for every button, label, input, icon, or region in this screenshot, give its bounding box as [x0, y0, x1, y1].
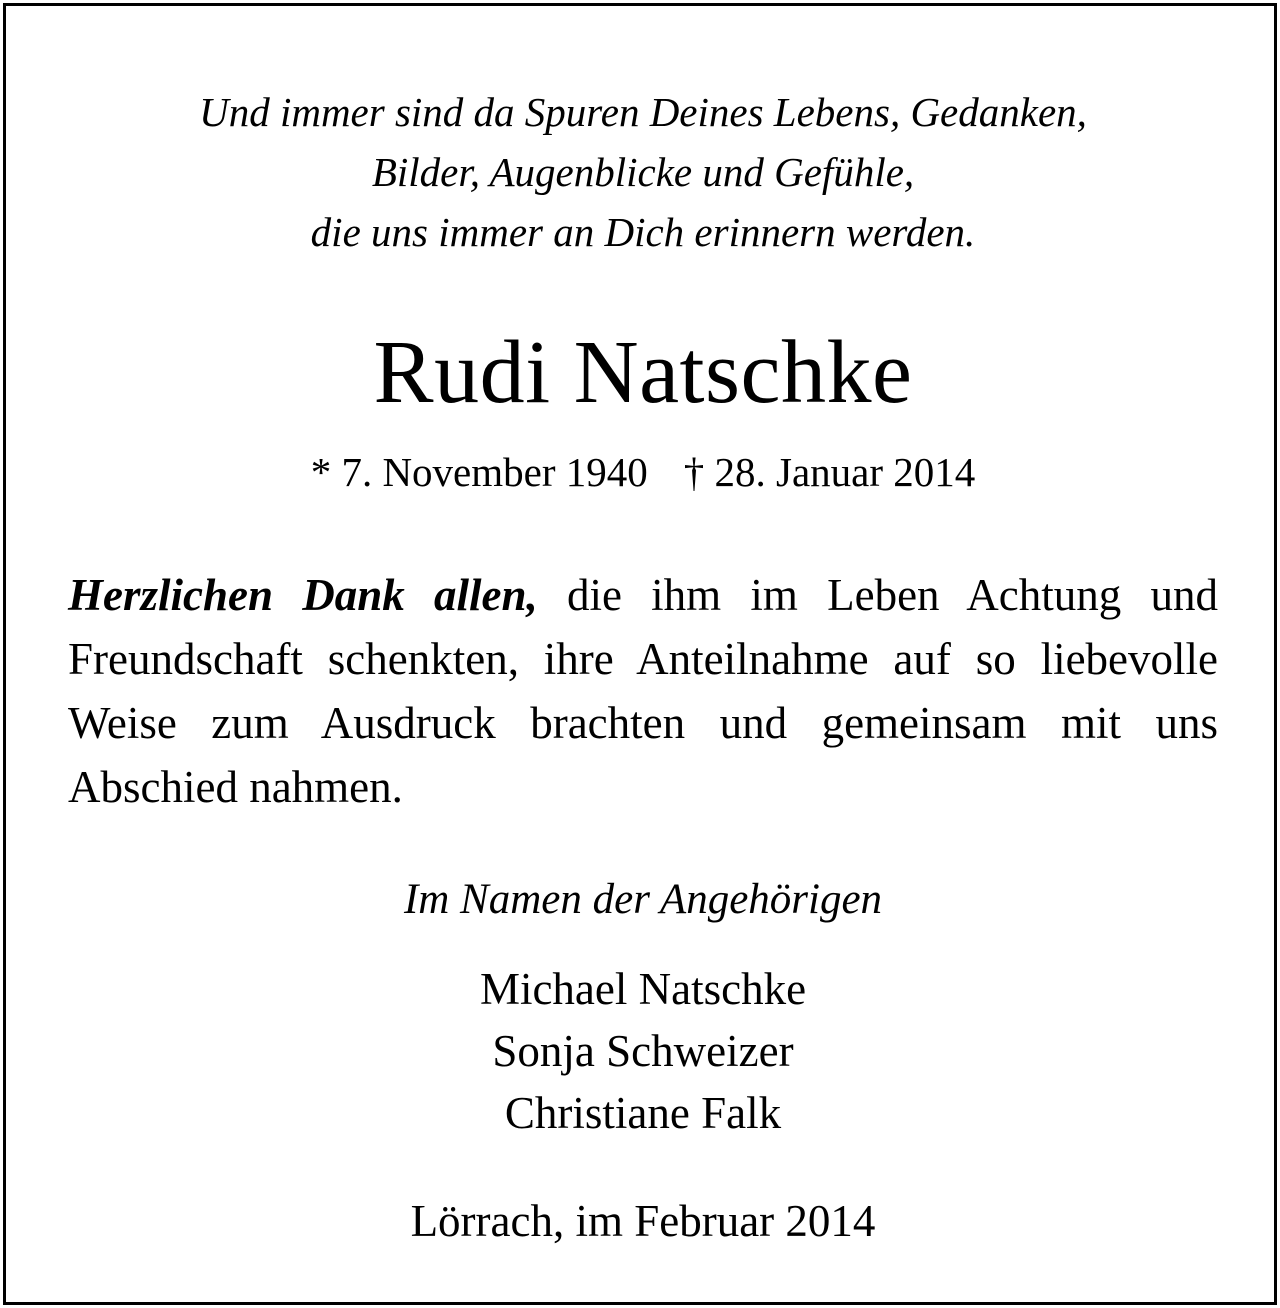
- life-dates: [6, 444, 1280, 500]
- poem-line-3: die uns immer an Dich erinnern werden.: [310, 209, 976, 255]
- poem-line-1: Und immer sind da Spuren Deines Lebens, Gedanken,: [199, 89, 1087, 135]
- notice-frame: [3, 3, 1277, 1305]
- family-intro: Im Namen der Angehörigen: [403, 876, 883, 923]
- signers-list: [6, 958, 1280, 1144]
- thanks-paragraph: [68, 563, 1218, 819]
- birth-date: * 7. November 1940: [310, 449, 648, 495]
- thanks-lead: Herzlichen Dank allen,: [68, 570, 538, 620]
- thanks-text: die ihm im Leben Achtung und Freundschaft schenkten, ihre Anteilnahme auf so liebevolle Weise zum Ausdruck brachten und gemeinsam mit uns Abschied nahmen.: [68, 570, 1218, 812]
- signer-1: Michael Natschke: [479, 964, 807, 1014]
- memorial-poem: [6, 82, 1280, 262]
- signer-2: Sonja Schweizer: [492, 1026, 794, 1076]
- signer-3: Christiane Falk: [504, 1088, 782, 1138]
- place-date: Lörrach, im Februar 2014: [410, 1196, 876, 1246]
- poem-line-2: Bilder, Augenblicke und Gefühle,: [371, 149, 915, 195]
- death-date: † 28. Januar 2014: [683, 449, 976, 495]
- deceased-name: Rudi Natschke: [373, 323, 913, 422]
